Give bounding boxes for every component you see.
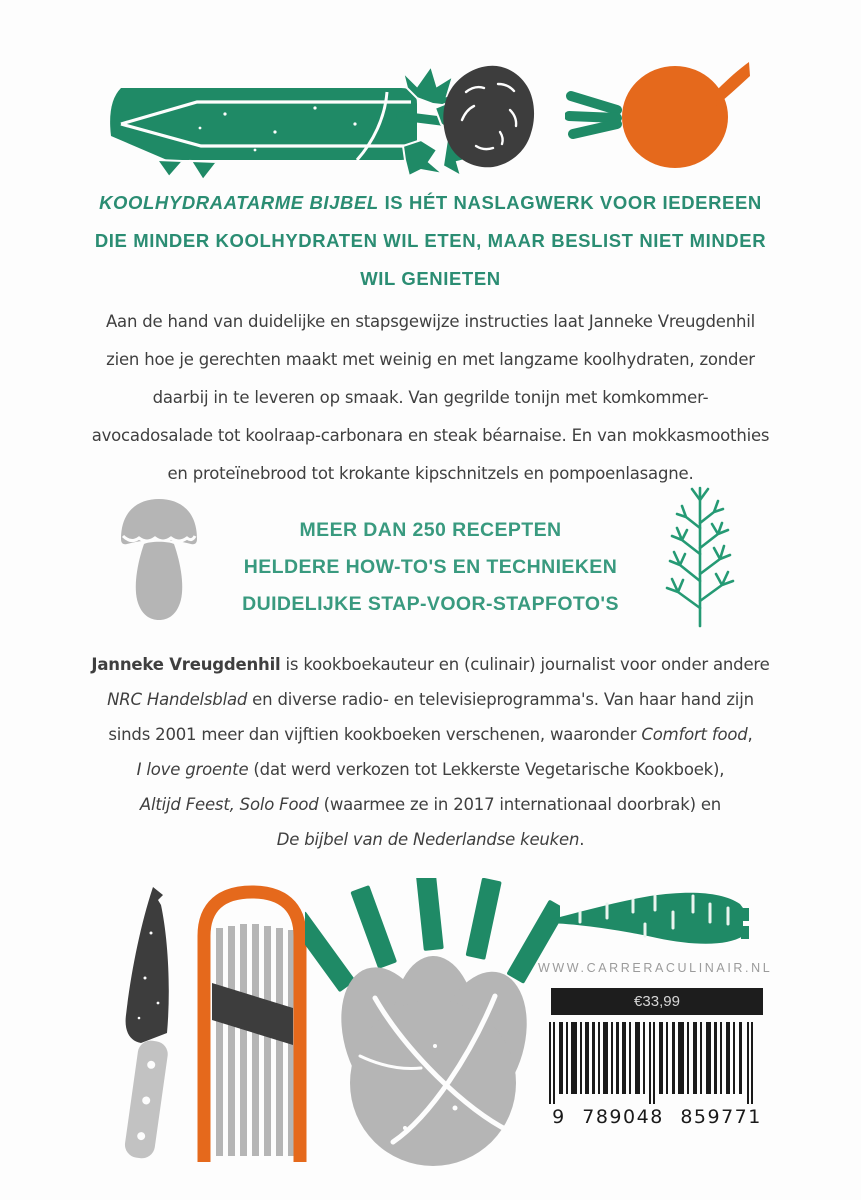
fennel-bulb-illustration bbox=[305, 878, 560, 1168]
author-line: Altijd Feest, Solo Food (waarmee ze in 2017 internationaal doorbrak) en bbox=[139, 795, 722, 814]
barcode bbox=[549, 1022, 765, 1128]
headline-line: DIE MINDER KOOLHYDRATEN WIL ETEN, MAAR BESLIST NIET MINDER bbox=[94, 230, 767, 251]
author-line: Janneke Vreugdenhil is kookboekauteur en (culinair) journalist voor onder andere bbox=[91, 655, 770, 674]
intro-line: zien hoe je gerechten maakt met weinig en met langzame koolhydraten, zonder bbox=[106, 350, 755, 369]
chef-knife-illustration bbox=[103, 883, 203, 1163]
headline-line: KOOLHYDRAATARME BIJBEL IS HÉT NASLAGWERK VOOR IEDEREEN bbox=[99, 192, 762, 213]
author-paragraph bbox=[0, 647, 861, 857]
celeriac-illustration bbox=[438, 62, 540, 170]
beet-illustration bbox=[565, 60, 750, 172]
intro-paragraph bbox=[0, 303, 861, 493]
headline bbox=[0, 184, 861, 298]
highlight-line: HELDERE HOW-TO'S EN TECHNIEKEN bbox=[243, 556, 618, 578]
highlight-line: DUIDELIJKE STAP-VOOR-STAPFOTO'S bbox=[242, 593, 619, 615]
price-label: €33,99 bbox=[634, 993, 680, 1010]
author-line: I love groente (dat werd verkozen tot Lekkerste Vegetarische Kookboek), bbox=[136, 760, 725, 779]
highlight-line: MEER DAN 250 RECEPTEN bbox=[299, 519, 562, 541]
price-bar bbox=[551, 988, 763, 1015]
author-line: sinds 2001 meer dan vijftien kookboeken verschenen, waaronder Comfort food, bbox=[108, 725, 753, 744]
publisher-website: WWW.CARRERACULINAIR.NL bbox=[538, 961, 773, 975]
author-line: De bijbel van de Nederlandse keuken. bbox=[276, 830, 585, 849]
intro-line: en proteïnebrood tot krokante kipschnitzels en pompoenlasagne. bbox=[167, 464, 694, 483]
intro-line: Aan de hand van duidelijke en stapsgewijze instructies laat Janneke Vreugdenhil bbox=[105, 312, 756, 331]
headline-line: WIL GENIETEN bbox=[360, 268, 501, 289]
zucchini-illustration bbox=[105, 58, 475, 183]
carrot-illustration bbox=[545, 878, 750, 963]
barcode-bars bbox=[549, 1022, 765, 1104]
intro-line: avocadosalade tot koolraap-carbonara en steak béarnaise. En van mokkasmoothies bbox=[91, 426, 770, 445]
headline-title: KOOLHYDRAATARME BIJBEL bbox=[99, 192, 379, 213]
mandoline-slicer-illustration bbox=[196, 884, 308, 1162]
dill-sprig-icon bbox=[648, 480, 753, 628]
isbn-number: 9 789048 859771 bbox=[552, 1106, 762, 1128]
author-name: Janneke Vreugdenhil bbox=[91, 655, 281, 674]
author-line: NRC Handelsblad en diverse radio- en televisieprogramma's. Van haar hand zijn bbox=[107, 690, 754, 709]
intro-line: daarbij in te leveren op smaak. Van gegrilde tonijn met komkommer- bbox=[152, 388, 709, 407]
